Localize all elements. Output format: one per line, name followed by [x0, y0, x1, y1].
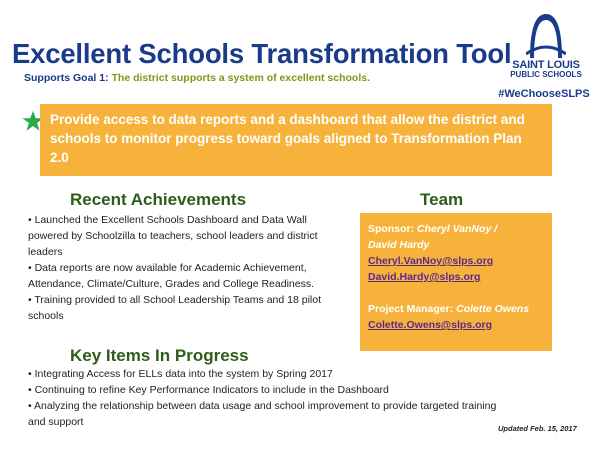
pm-name: Colette Owens [456, 303, 530, 315]
sponsor-name-2: David Hardy [368, 239, 430, 251]
goal-text: The district supports a system of excellent schools. [111, 72, 371, 84]
achievements-list [28, 212, 328, 324]
goal-label: Supports Goal 1: [24, 72, 109, 84]
list-item: • Launched the Excellent Schools Dashboard and Data Wall powered by Schoolzilla to teachers, school leaders and district leaders [28, 214, 318, 258]
slps-logo [498, 10, 594, 100]
email-link-david[interactable]: David.Hardy@slps.org [368, 271, 481, 283]
progress-list [28, 366, 498, 430]
email-link-colette[interactable]: Colette.Owens@slps.org [368, 319, 493, 331]
list-item: • Analyzing the relationship between data usage and school improvement to provide targeted training and support [28, 400, 497, 428]
sponsor-name-1: Cheryl VanNoy / [417, 223, 498, 235]
achievements-heading: Recent Achievements [70, 190, 247, 209]
list-item: • Continuing to refine Key Performance Indicators to include in the Dashboard [28, 384, 389, 396]
arch-icon [526, 10, 566, 58]
pm-label: Project Manager: [368, 303, 454, 315]
sponsor-line [368, 221, 544, 237]
email-link-cheryl[interactable]: Cheryl.VanNoy@slps.org [368, 255, 494, 267]
spacer [368, 285, 544, 301]
logo-line-1: SAINT LOUIS [512, 59, 580, 71]
team-heading: Team [420, 190, 464, 209]
list-item: • Data reports are now available for Academic Achievement, Attendance, Climate/Culture, Grades and College Readiness. [28, 262, 314, 290]
updated-date: Updated Feb. 15, 2017 [498, 424, 577, 433]
logo-hashtag: #WeChooseSLPS [498, 88, 590, 100]
list-item: • Training provided to all School Leadership Teams and 18 pilot schools [28, 294, 322, 322]
progress-heading: Key Items In Progress [70, 346, 249, 365]
sponsor-label: Sponsor: [368, 223, 415, 235]
objective-banner: Provide access to data reports and a dashboard that allow the district and schools to monitor progress toward goals aligned to Transformation Plan 2.0 [40, 104, 552, 176]
pm-line [368, 301, 544, 317]
logo-name [498, 60, 594, 80]
goal-statement [24, 72, 370, 84]
list-item: • Integrating Access for ELLs data into the system by Spring 2017 [28, 368, 333, 380]
team-box [360, 213, 552, 351]
page-title: Excellent Schools Transformation Tool [12, 38, 512, 69]
logo-line-2: PUBLIC SCHOOLS [510, 70, 582, 79]
